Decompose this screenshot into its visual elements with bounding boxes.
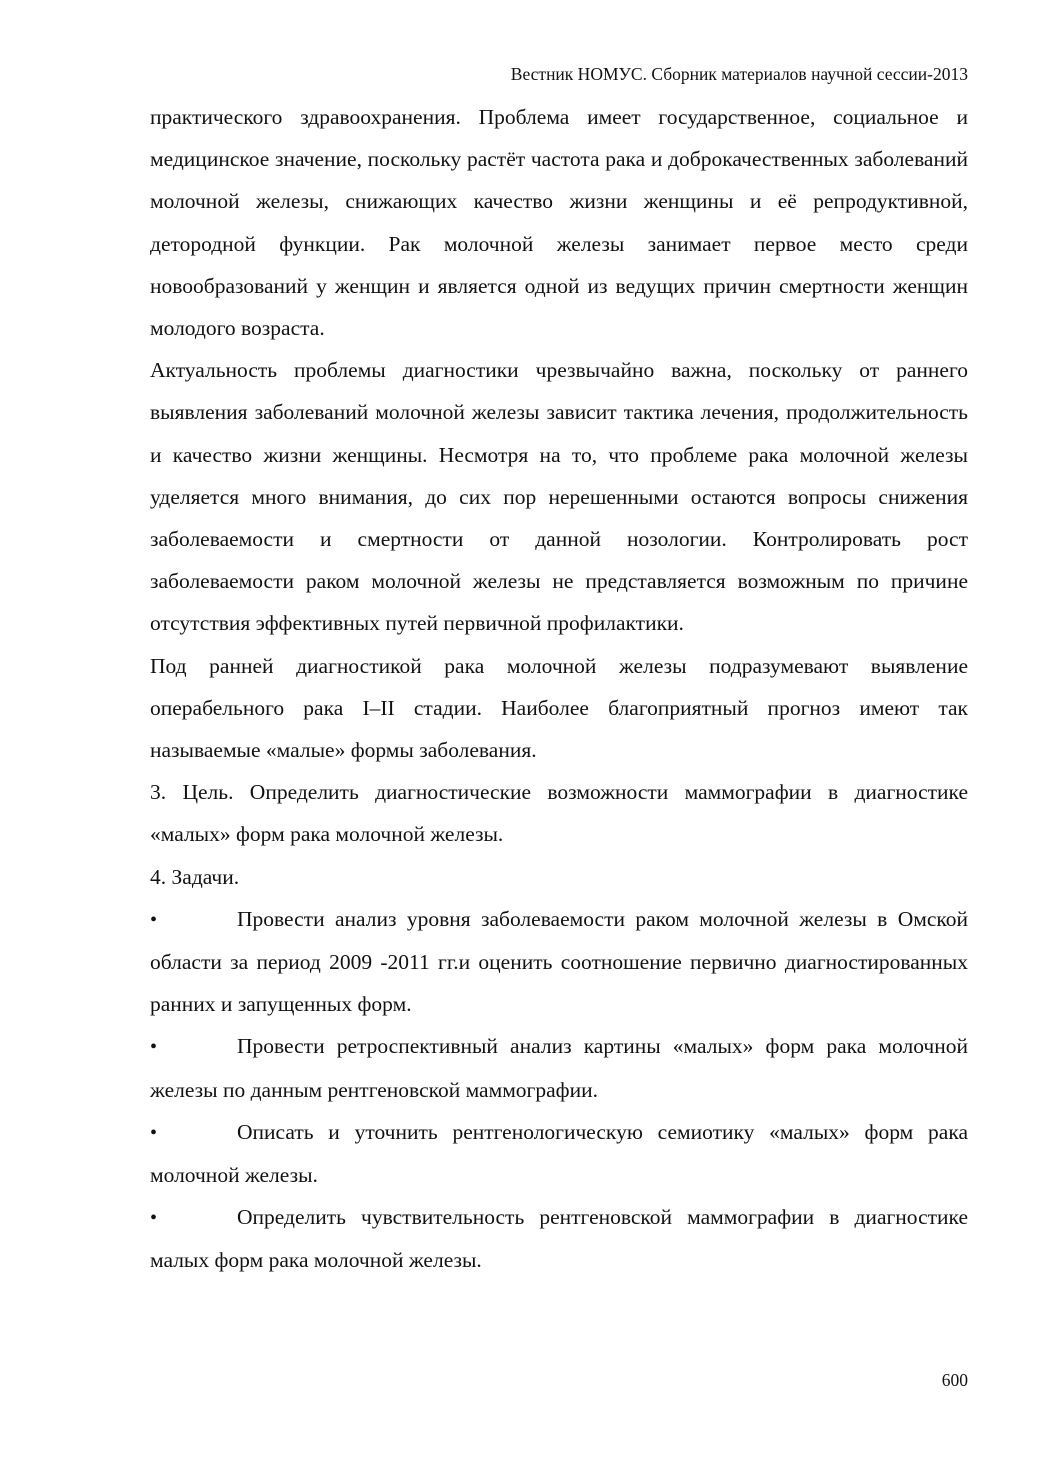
goal-paragraph: 3. Цель. Определить диагностические возможности маммографии в диагностике «малых» форм рака молочной железы. bbox=[150, 780, 968, 847]
tasks-heading: 4. Задачи. bbox=[150, 864, 240, 889]
task-list-item bbox=[150, 898, 968, 1026]
running-header: Вестник НОМУС. Сборник материалов научной сессии-2013 bbox=[510, 64, 968, 84]
task-text: Описать и уточнить рентгенологическую семиотику «малых» форм рака молочной железы. bbox=[150, 1119, 968, 1188]
task-text: Провести ретроспективный анализ картины «малых» форм рака молочной железы по данным рентгеновской маммографии. bbox=[150, 1034, 968, 1102]
bullet-icon: • bbox=[150, 908, 158, 931]
task-list-item bbox=[150, 1196, 968, 1281]
task-list-item bbox=[150, 1025, 968, 1110]
bullet-icon: • bbox=[150, 1036, 158, 1059]
document-body bbox=[150, 96, 968, 1282]
bullet-icon: • bbox=[150, 1207, 158, 1230]
page-number: 600 bbox=[941, 1370, 968, 1390]
task-text: Провести анализ уровня заболеваемости раком молочной железы в Омской области за период 2009 -2011 гг.и оценить соотношение первично диагностированных ранних и запущенных форм. bbox=[150, 906, 968, 1017]
paragraph: практического здравоохранения. Проблема имеет государственное, социальное и медицинское значение, поскольку растёт частота рака и доброкачественных заболеваний молочной железы, снижающих качество жизни женщины и её репродуктивной, детородной функции. Рак молочной железы занимает первое место среди новообразований у женщин и является одной из ведущих причин смертности женщин молодого возраста. bbox=[150, 105, 968, 341]
paragraph: Под ранней диагностикой рака молочной железы подразумевают выявление операбельного рака I–II стадии. Наиболее благоприятный прогноз имеют так называемые «малые» формы заболевания. bbox=[150, 653, 968, 763]
task-text: Определить чувствительность рентгеновской маммографии в диагностике малых форм рака молочной железы. bbox=[150, 1205, 968, 1273]
paragraph: Актуальность проблемы диагностики чрезвычайно важна, поскольку от раннего выявления заболеваний молочной железы зависит тактика лечения, продолжительность и качество жизни женщины. Несмотря на то, что проблеме рака молочной железы уделяется много внимания, до сих пор нерешенными остаются вопросы снижения заболеваемости и смертности от данной нозологии. Контролировать рост заболеваемости раком молочной железы не представляется возможным по причине отсутствия эффективных путей первичной профилактики. bbox=[150, 358, 968, 636]
task-list-item bbox=[150, 1111, 968, 1196]
bullet-icon: • bbox=[150, 1121, 158, 1144]
